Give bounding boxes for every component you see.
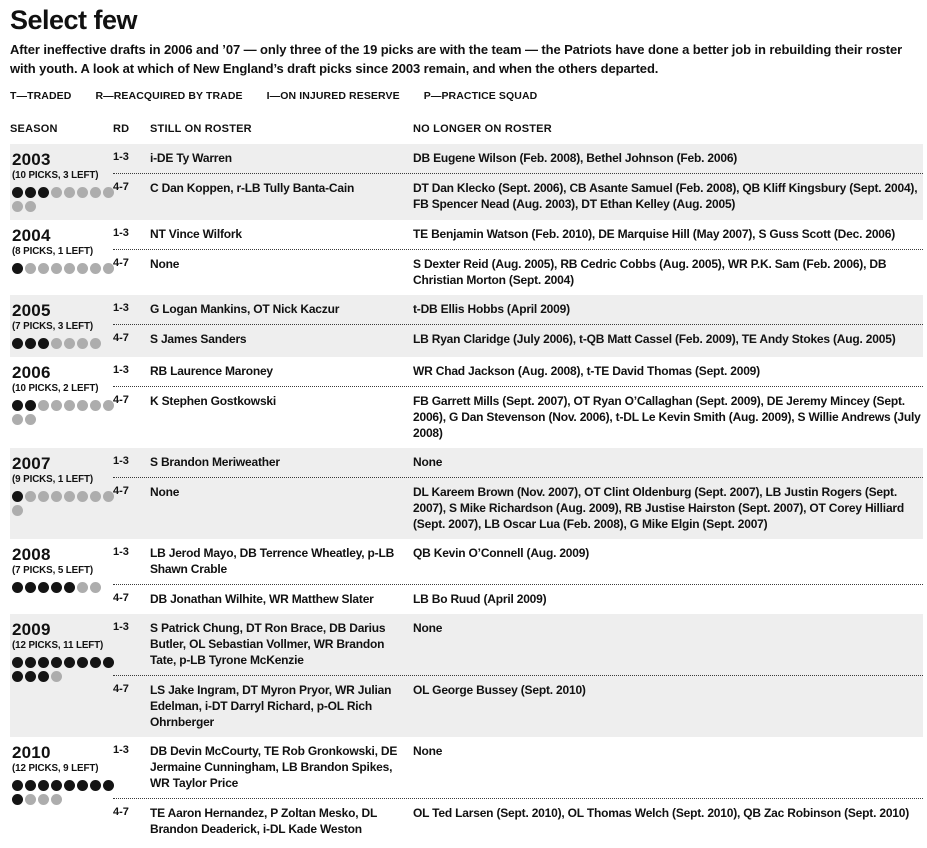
pick-dot-remaining [12, 338, 23, 349]
round-row-late [113, 324, 923, 354]
season-year: 2010 [12, 742, 51, 762]
round-label: 4-7 [113, 591, 129, 604]
draft-picks-dot-chart [12, 187, 118, 212]
season-block-2003 [10, 144, 923, 220]
pick-dot-departed [90, 582, 101, 593]
page-title: Select few [10, 5, 138, 35]
no-longer-on-roster-cell: None [413, 743, 443, 758]
pick-dot-remaining [12, 780, 23, 791]
pick-dot-departed [25, 794, 36, 805]
no-longer-on-roster-cell: DT Dan Klecko (Sept. 2006), CB Asante Samuel (Feb. 2008), QB Kliff Kingsbury (Sept. 2004), FB Spencer Nead (Aug. 2003), DT Ethan Kelley (Aug. 2005) [413, 181, 921, 212]
pick-dot-remaining [38, 582, 49, 593]
pick-dot-departed [51, 400, 62, 411]
season-picks-note: (9 PICKS, 1 LEFT) [12, 473, 94, 485]
no-longer-on-roster-cell: OL George Bussey (Sept. 2010) [413, 682, 586, 697]
pick-dot-departed [77, 263, 88, 274]
still-on-roster-cell: G Logan Mankins, OT Nick Kaczur [150, 301, 340, 316]
pick-dot-departed [51, 491, 62, 502]
season-year: 2006 [12, 362, 51, 382]
table-header-row [10, 123, 923, 144]
season-picks-note: (10 PICKS, 2 LEFT) [12, 382, 99, 394]
still-on-roster-cell: S Brandon Meriweather [150, 454, 280, 469]
round-label: 1-3 [113, 743, 129, 756]
no-longer-on-roster-cell: OL Ted Larsen (Sept. 2010), OL Thomas Welch (Sept. 2010), QB Zac Robinson (Sept. 2010) [413, 805, 910, 820]
pick-dot-departed [51, 187, 62, 198]
pick-dot-remaining [90, 657, 101, 668]
season-picks-note: (8 PICKS, 1 LEFT) [12, 245, 94, 257]
pick-dot-remaining [12, 187, 23, 198]
pick-dot-departed [90, 338, 101, 349]
still-on-roster-cell: S James Sanders [150, 331, 247, 346]
pick-dot-remaining [25, 657, 36, 668]
season-block-2006 [10, 357, 923, 448]
round-label: 1-3 [113, 301, 129, 314]
pick-dot-remaining [51, 582, 62, 593]
pick-dot-remaining [38, 780, 49, 791]
pick-dot-departed [12, 505, 23, 516]
no-longer-on-roster-cell: S Dexter Reid (Aug. 2005), RB Cedric Cobbs (Aug. 2005), WR P.K. Sam (Feb. 2006), DB Christian Morton (Sept. 2004) [413, 256, 890, 287]
season-year: 2005 [12, 300, 51, 320]
pick-dot-departed [64, 400, 75, 411]
pick-dot-departed [38, 794, 49, 805]
pick-dot-remaining [12, 657, 23, 668]
season-block-2007 [10, 448, 923, 539]
pick-dot-departed [90, 491, 101, 502]
pick-dot-remaining [12, 400, 23, 411]
draft-picks-dot-chart [12, 657, 118, 682]
draft-picks-dot-chart [12, 263, 118, 274]
abbreviation-legend [10, 90, 923, 102]
pick-dot-departed [90, 400, 101, 411]
round-row-early [113, 539, 923, 584]
season-block-2004 [10, 220, 923, 295]
round-label: 4-7 [113, 805, 129, 818]
draft-picks-dot-chart [12, 491, 118, 516]
round-row-early [113, 144, 923, 173]
season-year: 2004 [12, 225, 51, 245]
round-label: 1-3 [113, 363, 129, 376]
season-block-2010 [10, 737, 923, 844]
still-on-roster-cell: TE Aaron Hernandez, P Zoltan Mesko, DL Brandon Deaderick, i-DL Kade Weston [150, 805, 381, 836]
rounds-group [113, 144, 923, 219]
season-picks-note: (12 PICKS, 9 LEFT) [12, 762, 99, 774]
pick-dot-remaining [51, 780, 62, 791]
round-row-early [113, 448, 923, 477]
round-label: 1-3 [113, 226, 129, 239]
still-on-roster-cell: None [150, 484, 180, 499]
pick-dot-departed [51, 263, 62, 274]
pick-dot-departed [77, 187, 88, 198]
round-row-late [113, 173, 923, 219]
season-year: 2008 [12, 544, 51, 564]
round-label: 1-3 [113, 545, 129, 558]
round-label: 1-3 [113, 620, 129, 633]
pick-dot-remaining [12, 794, 23, 805]
round-row-late [113, 675, 923, 737]
pick-dot-departed [90, 187, 101, 198]
pick-dot-remaining [64, 582, 75, 593]
still-on-roster-cell: DB Devin McCourty, TE Rob Gronkowski, DE Jermaine Cunningham, LB Brandon Spikes, WR Taylor Price [150, 743, 401, 790]
pick-dot-remaining [25, 671, 36, 682]
pick-dot-remaining [64, 657, 75, 668]
season-block-2009 [10, 614, 923, 737]
rounds-group [113, 737, 923, 844]
legend-item-traded: T—TRADED [10, 90, 72, 103]
pick-dot-remaining [12, 671, 23, 682]
pick-dot-departed [51, 671, 62, 682]
pick-dot-remaining [25, 780, 36, 791]
pick-dot-departed [12, 414, 23, 425]
still-on-roster-cell: i-DE Ty Warren [150, 151, 232, 166]
round-label: 1-3 [113, 454, 129, 467]
column-header-season: SEASON [10, 123, 58, 136]
pick-dot-departed [25, 263, 36, 274]
still-on-roster-cell: DB Jonathan Wilhite, WR Matthew Slater [150, 591, 374, 606]
column-header-rd: RD [113, 123, 130, 136]
pick-dot-departed [64, 263, 75, 274]
rounds-group [113, 295, 923, 354]
round-row-early [113, 220, 923, 249]
round-label: 4-7 [113, 393, 129, 406]
round-row-early [113, 614, 923, 675]
rounds-group [113, 220, 923, 295]
no-longer-on-roster-cell: LB Bo Ruud (April 2009) [413, 591, 547, 606]
season-cell [10, 144, 113, 220]
no-longer-on-roster-cell: WR Chad Jackson (Aug. 2008), t-TE David Thomas (Sept. 2009) [413, 363, 760, 378]
pick-dot-departed [38, 263, 49, 274]
no-longer-on-roster-cell: None [413, 620, 443, 635]
rounds-group [113, 614, 923, 737]
still-on-roster-cell: LS Jake Ingram, DT Myron Pryor, WR Julian Edelman, i-DT Darryl Richard, p-OL Rich Ohrnberger [150, 682, 395, 729]
round-row-late [113, 798, 923, 844]
season-year: 2003 [12, 150, 51, 170]
legend-item-reacquired: R—REACQUIRED BY TRADE [95, 90, 243, 103]
pick-dot-departed [64, 187, 75, 198]
still-on-roster-cell: None [150, 256, 180, 271]
season-cell [10, 737, 113, 813]
pick-dot-remaining [38, 657, 49, 668]
round-row-late [113, 584, 923, 614]
round-row-late [113, 386, 923, 448]
pick-dot-departed [77, 491, 88, 502]
round-row-early [113, 357, 923, 386]
season-cell [10, 357, 113, 433]
season-cell [10, 448, 113, 524]
pick-dot-departed [12, 201, 23, 212]
intro-text: After ineffective drafts in 2006 and ’07 — only three of the 19 picks are with the team — the Patriots have done a better job in rebuilding their roster with youth. A look at which of New England’s draft picks since 2003 remain, and when the others departed. [10, 42, 903, 77]
pick-dot-remaining [25, 582, 36, 593]
still-on-roster-cell: K Stephen Gostkowski [150, 393, 277, 408]
pick-dot-remaining [25, 187, 36, 198]
draft-picks-dot-chart [12, 780, 118, 805]
round-row-late [113, 477, 923, 539]
season-picks-note: (12 PICKS, 11 LEFT) [12, 639, 104, 651]
season-cell [10, 539, 113, 601]
season-year: 2007 [12, 453, 51, 473]
round-label: 4-7 [113, 682, 129, 695]
season-block-2005 [10, 295, 923, 357]
column-header-no-longer-on-roster: NO LONGER ON ROSTER [413, 123, 552, 136]
rounds-group [113, 357, 923, 448]
no-longer-on-roster-cell: LB Ryan Claridge (July 2006), t-QB Matt Cassel (Feb. 2009), TE Andy Stokes (Aug. 2005) [413, 331, 896, 346]
season-cell [10, 220, 113, 282]
pick-dot-remaining [51, 657, 62, 668]
pick-dot-departed [38, 400, 49, 411]
no-longer-on-roster-cell: t-DB Ellis Hobbs (April 2009) [413, 301, 570, 316]
pick-dot-departed [64, 338, 75, 349]
pick-dot-departed [25, 201, 36, 212]
pick-dot-remaining [25, 338, 36, 349]
pick-dot-remaining [64, 780, 75, 791]
pick-dot-remaining [12, 491, 23, 502]
column-header-still-on-roster: STILL ON ROSTER [150, 123, 252, 136]
season-block-2008 [10, 539, 923, 614]
pick-dot-remaining [77, 780, 88, 791]
legend-item-injured-reserve: I—ON INJURED RESERVE [266, 90, 400, 103]
still-on-roster-cell: RB Laurence Maroney [150, 363, 273, 378]
pick-dot-departed [90, 263, 101, 274]
pick-dot-departed [64, 491, 75, 502]
round-label: 4-7 [113, 331, 129, 344]
pick-dot-remaining [38, 671, 49, 682]
season-year: 2009 [12, 619, 51, 639]
season-picks-note: (7 PICKS, 5 LEFT) [12, 564, 94, 576]
round-row-late [113, 249, 923, 295]
no-longer-on-roster-cell: DB Eugene Wilson (Feb. 2008), Bethel Johnson (Feb. 2006) [413, 151, 738, 166]
still-on-roster-cell: NT Vince Wilfork [150, 226, 242, 241]
round-label: 4-7 [113, 484, 129, 497]
round-label: 4-7 [113, 181, 129, 194]
pick-dot-remaining [38, 338, 49, 349]
pick-dot-departed [25, 414, 36, 425]
draft-picks-dot-chart [12, 338, 118, 349]
pick-dot-remaining [12, 582, 23, 593]
round-row-early [113, 737, 923, 798]
pick-dot-remaining [77, 657, 88, 668]
no-longer-on-roster-cell: TE Benjamin Watson (Feb. 2010), DE Marquise Hill (May 2007), S Guss Scott (Dec. 2006) [413, 226, 896, 241]
no-longer-on-roster-cell: None [413, 454, 443, 469]
round-label: 4-7 [113, 256, 129, 269]
pick-dot-remaining [12, 263, 23, 274]
still-on-roster-cell: C Dan Koppen, r-LB Tully Banta-Cain [150, 181, 355, 196]
no-longer-on-roster-cell: DL Kareem Brown (Nov. 2007), OT Clint Oldenburg (Sept. 2007), LB Justin Rogers (Sept. 2007), S Mike Richardson (Aug. 2009), RB Justise Hairston (Sept. 2007), OT Corey Hilliard (Sept. 2007), LB Oscar Lua (Feb. 2008), G Mike Elgin (Sept. 2007) [413, 484, 908, 531]
legend-item-practice-squad: P—PRACTICE SQUAD [423, 90, 538, 103]
season-picks-note: (7 PICKS, 3 LEFT) [12, 320, 94, 332]
draft-picks-dot-chart [12, 582, 118, 593]
pick-dot-departed [77, 582, 88, 593]
round-label: 1-3 [113, 151, 129, 164]
pick-dot-departed [38, 491, 49, 502]
pick-dot-remaining [90, 780, 101, 791]
season-cell [10, 614, 113, 690]
pick-dot-departed [77, 338, 88, 349]
round-row-early [113, 295, 923, 324]
pick-dot-remaining [38, 187, 49, 198]
rounds-group [113, 539, 923, 614]
season-picks-note: (10 PICKS, 3 LEFT) [12, 169, 99, 181]
season-cell [10, 295, 113, 357]
still-on-roster-cell: LB Jerod Mayo, DB Terrence Wheatley, p-LB Shawn Crable [150, 545, 398, 576]
pick-dot-remaining [25, 400, 36, 411]
no-longer-on-roster-cell: QB Kevin O’Connell (Aug. 2009) [413, 545, 590, 560]
pick-dot-departed [25, 491, 36, 502]
no-longer-on-roster-cell: FB Garrett Mills (Sept. 2007), OT Ryan O’Callaghan (Sept. 2009), DE Jeremy Mincey (Sept. 2006), G Dan Stevenson (Nov. 2006), t-DL Le Kevin Smith (Aug. 2009), S Willie Andrews (July 2008) [413, 393, 924, 440]
rounds-group [113, 448, 923, 539]
pick-dot-departed [51, 794, 62, 805]
pick-dot-departed [77, 400, 88, 411]
still-on-roster-cell: S Patrick Chung, DT Ron Brace, DB Darius Butler, OL Sebastian Vollmer, WR Brandon Tate, p-LB Tyrone McKenzie [150, 620, 389, 667]
pick-dot-departed [51, 338, 62, 349]
draft-picks-dot-chart [12, 400, 118, 425]
